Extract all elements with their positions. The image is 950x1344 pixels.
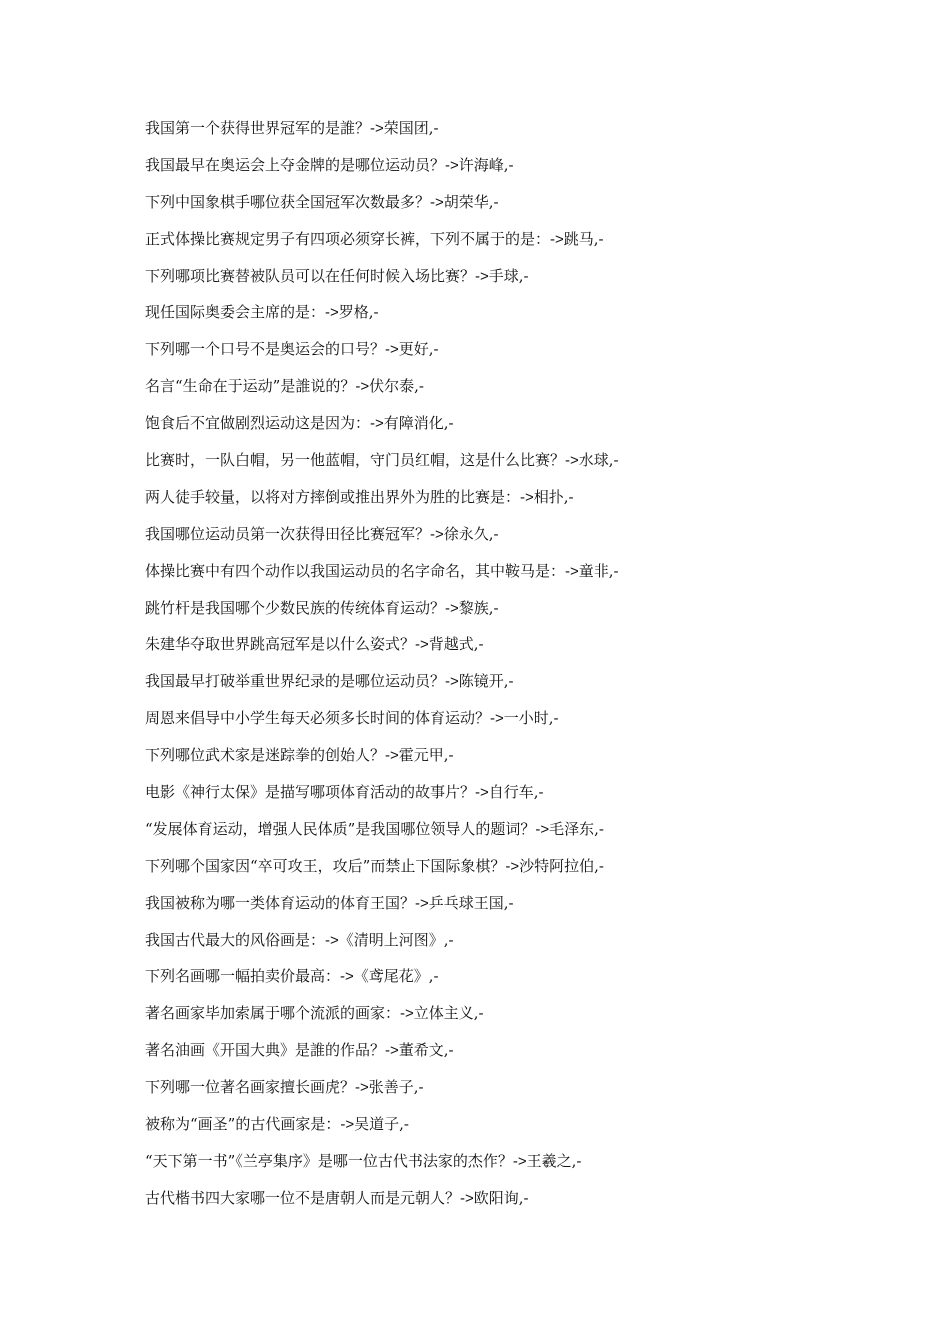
qa-line [145, 706, 885, 743]
qa-line [145, 411, 885, 448]
answer-text: 伏尔泰,- [369, 377, 424, 396]
qa-line [145, 559, 885, 596]
answer-text: 自行车,- [488, 783, 544, 802]
answer-separator: -> [415, 636, 429, 654]
answer-separator: -> [355, 1079, 369, 1097]
answer-separator: -> [460, 1189, 474, 1207]
qa-line [145, 374, 885, 411]
answer-text: 相扑,- [533, 487, 574, 506]
question-text: 古代楷书四大家哪一位不是唐朝人而是元朝人？ [145, 1188, 461, 1207]
answer-separator: -> [512, 1152, 527, 1170]
qa-line [145, 337, 885, 374]
question-text: “天下第一书”《兰亭集序》是哪一位古代书法家的杰作？ [145, 1151, 513, 1170]
question-text: 我国被称为哪一类体育运动的体育王国？ [145, 893, 416, 912]
answer-separator: -> [370, 120, 384, 137]
question-text: 电影《神行太保》是描写哪项体育活动的故事片？ [145, 783, 476, 802]
answer-separator: -> [445, 156, 459, 174]
qa-line [145, 743, 885, 780]
answer-text: 荣国团,- [383, 119, 439, 137]
qa-line [145, 964, 885, 1001]
question-text: 下列哪一个口号不是奥运会的口号？ [145, 340, 386, 359]
answer-separator: -> [445, 599, 459, 617]
qa-line [145, 854, 885, 891]
qa-line [145, 817, 885, 854]
qa-list [145, 116, 885, 1223]
qa-line [145, 1038, 885, 1075]
question-text: 朱建华夺取世界跳高冠军是以什么姿式？ [145, 635, 416, 654]
answer-text: 水球,- [578, 451, 619, 470]
answer-text: 许海峰,- [458, 155, 514, 174]
answer-separator: -> [340, 968, 354, 986]
qa-line [145, 891, 885, 928]
question-text: 著名油画《开国大典》是誰的作品？ [145, 1041, 386, 1060]
answer-text: 沙特阿拉伯,- [519, 856, 604, 875]
answer-separator: -> [430, 193, 444, 211]
answer-separator: -> [445, 673, 459, 691]
question-text: 比赛时，一队白帽，另一他蓝帽，守门员红帽，这是什么比赛？ [145, 451, 566, 470]
question-text: 我国哪位运动员第一次获得田径比赛冠军？ [145, 524, 431, 543]
answer-separator: -> [325, 304, 339, 322]
answer-text: 《清明上河图》,- [338, 930, 454, 949]
question-text: 我国第一个获得世界冠军的是誰？ [145, 119, 371, 137]
answer-text: 黎族,- [458, 598, 499, 617]
answer-text: 手球,- [488, 266, 529, 285]
answer-text: 乒乓球王国,- [428, 893, 514, 912]
question-text: 下列哪一位著名画家擅长画虎？ [145, 1078, 356, 1097]
qa-line [145, 1075, 885, 1112]
qa-line [145, 928, 885, 965]
answer-text: 有障消化,- [383, 414, 454, 433]
question-text: 下列哪项比赛替被队员可以在任何时候入场比赛？ [145, 266, 476, 285]
question-text: 饱食后不宜做剧烈运动这是因为： [145, 414, 371, 433]
answer-separator: -> [535, 820, 550, 838]
answer-text: 跳马,- [563, 229, 604, 248]
answer-separator: -> [490, 710, 504, 728]
qa-line [145, 485, 885, 522]
answer-separator: -> [385, 341, 399, 359]
question-text: 名言“生命在于运动”是誰说的？ [145, 377, 356, 396]
answer-separator: -> [370, 415, 384, 433]
question-text: 下列哪个国家因“卒可攻王，攻后”而禁止下国际象棋？ [145, 856, 506, 875]
question-text: 我国最早打破举重世界纪录的是哪位运动员？ [145, 672, 446, 691]
question-text: 我国最早在奥运会上夺金牌的是哪位运动员？ [145, 155, 446, 174]
answer-text: 童非,- [578, 561, 619, 580]
answer-text: 吴道子,- [354, 1115, 409, 1134]
qa-line [145, 153, 885, 190]
answer-separator: -> [475, 267, 489, 285]
qa-line [145, 522, 885, 559]
qa-line [145, 448, 885, 485]
answer-separator: -> [385, 1042, 399, 1060]
qa-line [145, 116, 885, 153]
answer-text: 张善子,- [368, 1078, 424, 1097]
answer-separator: -> [325, 931, 339, 949]
answer-text: 陈镜开,- [458, 672, 514, 691]
answer-text: 徐永久,- [443, 524, 499, 543]
answer-text: 罗格,- [338, 303, 379, 322]
answer-text: 《鸢尾花》,- [353, 967, 439, 986]
qa-line [145, 669, 885, 706]
qa-line [145, 596, 885, 633]
question-text: 我国古代最大的风俗画是： [145, 930, 326, 949]
answer-separator: -> [565, 452, 579, 470]
question-text: 下列名画哪一幅拍卖价最高： [145, 967, 341, 986]
answer-separator: -> [475, 784, 489, 802]
answer-separator: -> [355, 378, 370, 396]
answer-separator: -> [520, 488, 534, 506]
question-text: 被称为“画圣”的古代画家是： [145, 1115, 341, 1134]
answer-text: 胡荣华,- [443, 192, 499, 211]
qa-line [145, 1149, 885, 1186]
answer-text: 毛泽东,- [549, 819, 604, 838]
answer-separator: -> [550, 230, 564, 248]
qa-line [145, 1112, 885, 1149]
qa-line [145, 1186, 885, 1223]
question-text: 周恩来倡导中小学生每天必须多长时间的体育运动？ [145, 709, 491, 728]
answer-text: 背越式,- [428, 635, 484, 654]
answer-separator: -> [505, 857, 520, 875]
answer-text: 董希文,- [398, 1041, 454, 1060]
answer-separator: -> [430, 525, 444, 543]
answer-separator: -> [340, 1116, 355, 1134]
answer-separator: -> [385, 747, 399, 765]
answer-text: 立体主义,- [413, 1004, 484, 1023]
question-text: 正式体操比赛规定男子有四项必须穿长裤，下列不属于的是： [145, 229, 551, 248]
question-text: 著名画家毕加索属于哪个流派的画家： [145, 1004, 401, 1023]
answer-separator: -> [415, 894, 429, 912]
qa-line [145, 264, 885, 301]
answer-text: 欧阳询,- [473, 1188, 529, 1207]
qa-line [145, 780, 885, 817]
question-text: 下列哪位武术家是迷踪拳的创始人？ [145, 746, 386, 765]
qa-line [145, 1001, 885, 1038]
question-text: “发展体育运动，增强人民体质”是我国哪位领导人的题词？ [145, 819, 536, 838]
question-text: 现任国际奥委会主席的是： [145, 303, 326, 322]
answer-text: 霍元甲,- [398, 746, 454, 765]
answer-text: 王羲之,- [526, 1151, 582, 1170]
question-text: 体操比赛中有四个动作以我国运动员的名字命名，其中鞍马是： [145, 561, 566, 580]
qa-line [145, 300, 885, 337]
qa-line [145, 227, 885, 264]
qa-line [145, 632, 885, 669]
question-text: 两人徒手较量，以将对方摔倒或推出界外为胜的比赛是： [145, 487, 521, 506]
answer-text: 更好,- [398, 340, 439, 359]
question-text: 跳竹杆是我国哪个少数民族的传统体育运动？ [145, 598, 446, 617]
question-text: 下列中国象棋手哪位获全国冠军次数最多？ [145, 192, 431, 211]
answer-text: 一小时,- [503, 709, 559, 728]
answer-separator: -> [400, 1005, 414, 1023]
qa-line [145, 190, 885, 227]
answer-separator: -> [565, 562, 579, 580]
